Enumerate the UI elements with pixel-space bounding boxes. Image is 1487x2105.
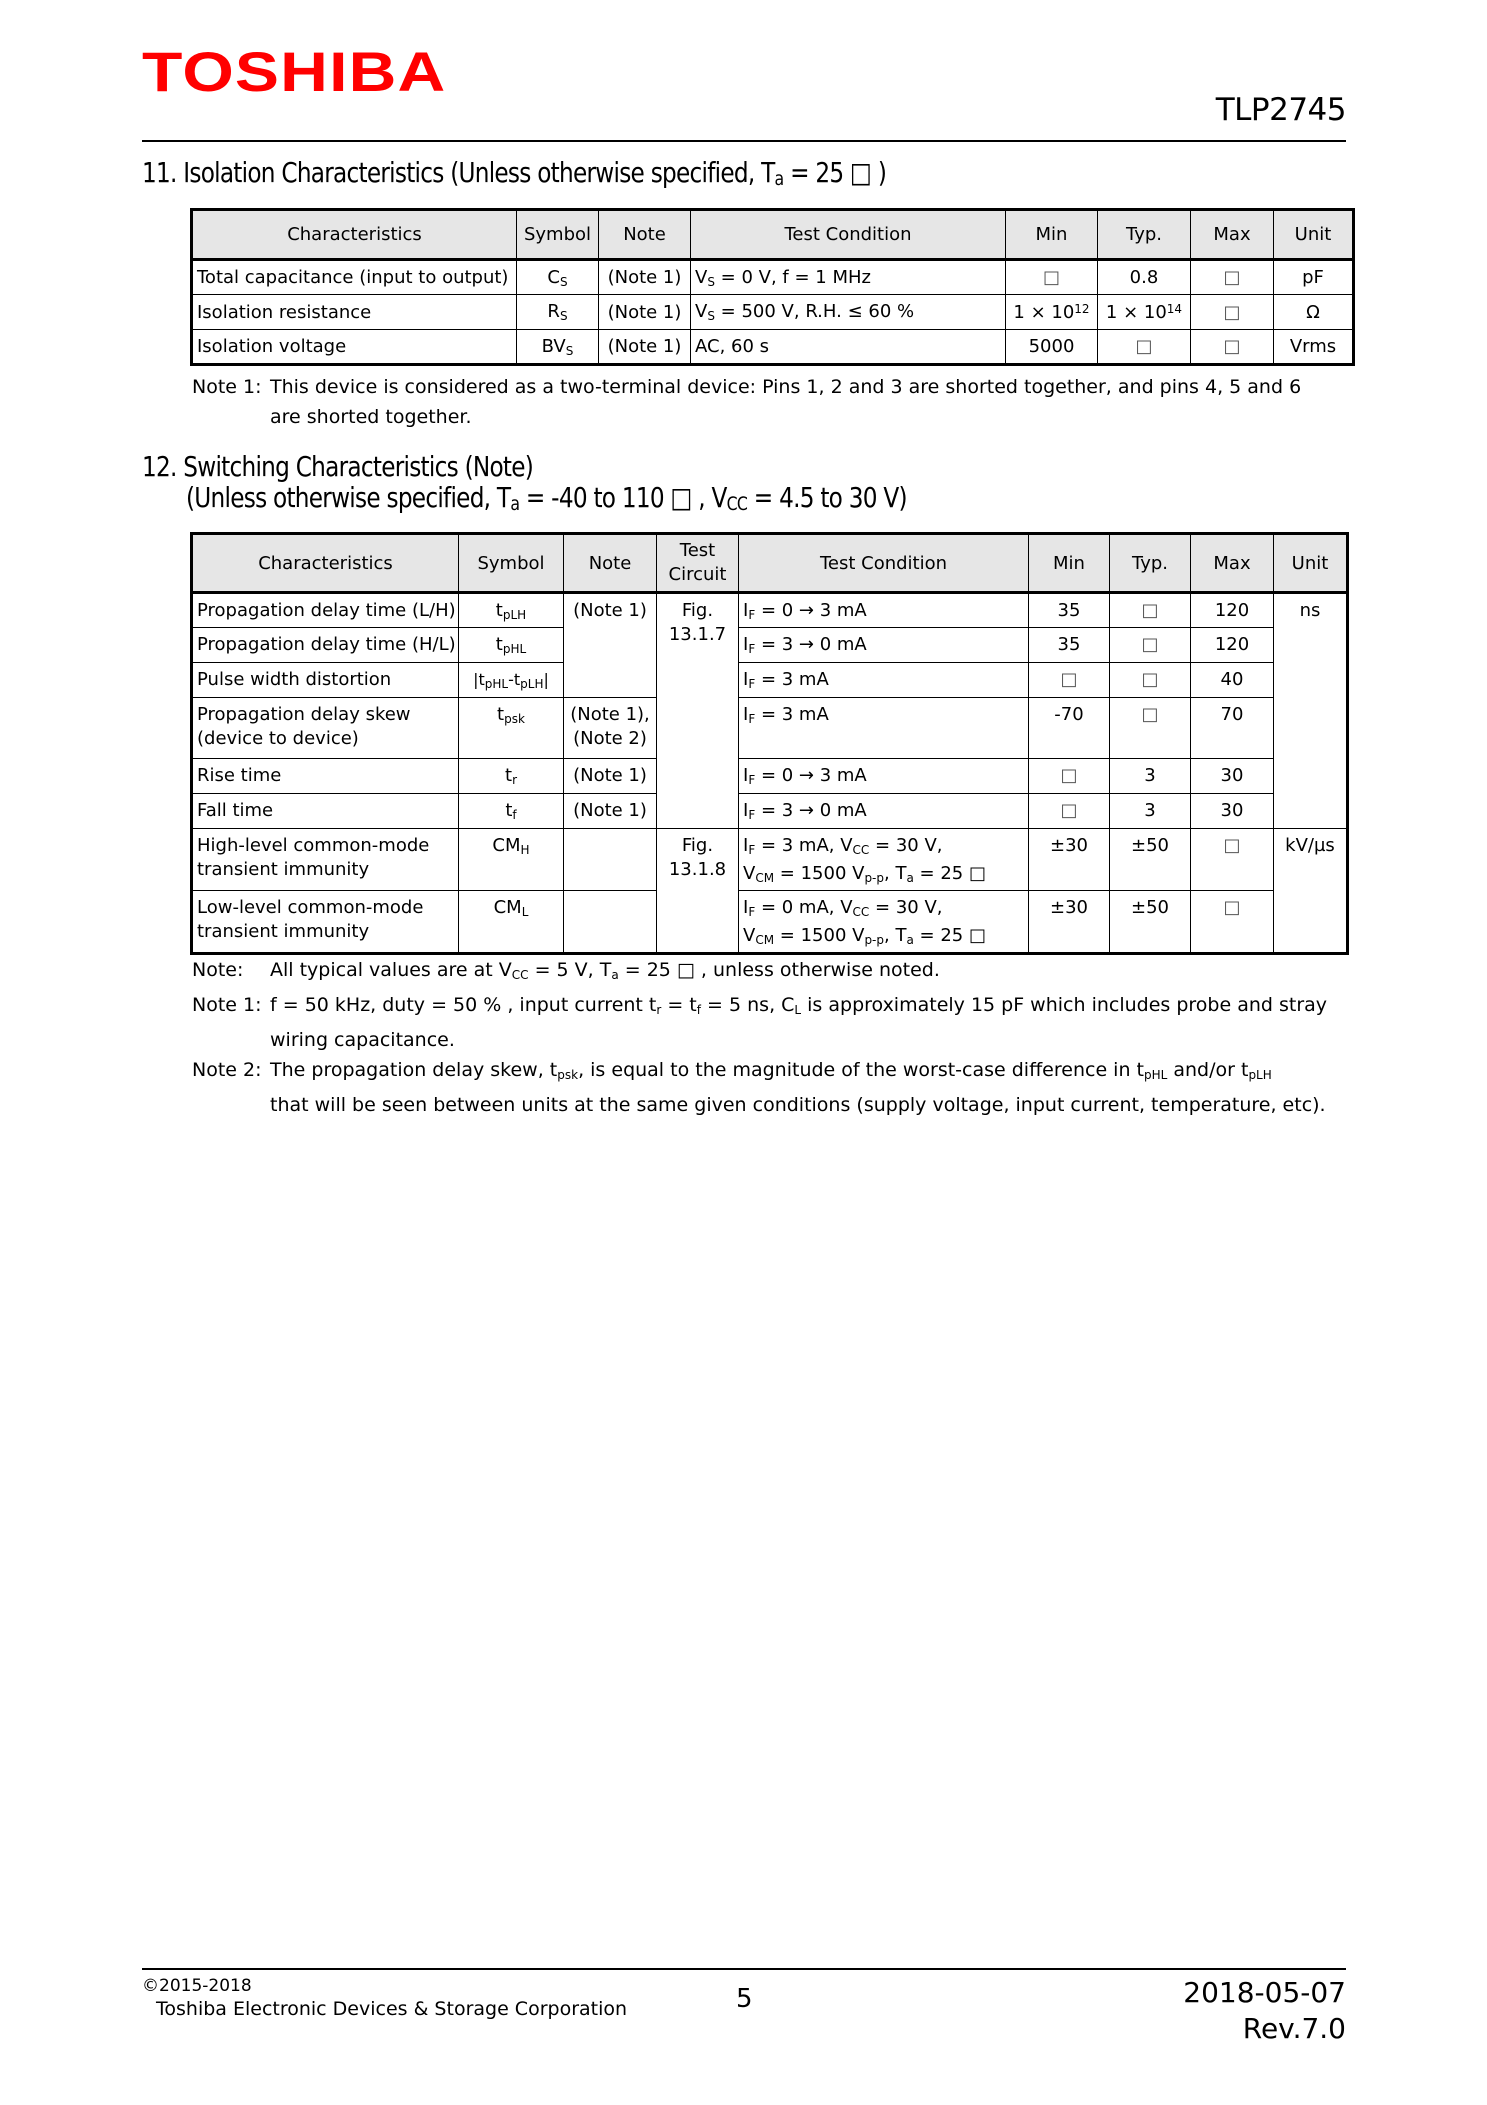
- subtitle-a: (Unless otherwise specified, T: [186, 481, 511, 514]
- section-11-title: [142, 156, 886, 190]
- condition: [739, 663, 1029, 698]
- typ: □: [1110, 663, 1191, 698]
- fig-label: Fig.: [681, 600, 714, 621]
- note: [564, 829, 657, 891]
- char-line2: transient immunity: [197, 859, 370, 880]
- t: The propagation delay skew, t: [270, 1059, 558, 1081]
- typ: □: [1110, 628, 1191, 663]
- cond-tail: = 0 → 3 mA: [755, 600, 867, 621]
- note-1: [192, 990, 1327, 1025]
- note: (Note 1): [599, 260, 691, 295]
- cond-l2-tail3: = 25 □: [913, 863, 986, 884]
- table-row: [192, 891, 1348, 954]
- subtitle-c: = 4.5 to 30 V): [747, 481, 907, 514]
- title-subscript: a: [774, 168, 784, 190]
- max: □: [1191, 330, 1274, 365]
- note-label: Note:: [192, 959, 244, 981]
- col-symbol: Symbol: [459, 534, 564, 593]
- col-test-condition: Test Condition: [691, 210, 1006, 260]
- char-line1: Low-level common-mode: [197, 897, 424, 918]
- col-max: Max: [1191, 210, 1274, 260]
- revision-date: 2018-05-07: [1183, 1976, 1346, 2009]
- cond-main: I: [743, 600, 749, 621]
- symbol-sub2: pLH: [520, 677, 544, 691]
- condition: [691, 260, 1006, 295]
- min-main: 1 × 10: [1013, 301, 1075, 323]
- characteristic: Isolation voltage: [192, 330, 517, 365]
- characteristic: Rise time: [192, 759, 459, 794]
- symbol: [459, 794, 564, 829]
- s: CC: [511, 968, 529, 982]
- min: 35: [1029, 593, 1110, 628]
- section-11-title-text: 11. Isolation Characteristics (Unless otherwise specified, T: [142, 156, 775, 189]
- t: is approximately 15 pF which includes probe and stray: [801, 994, 1328, 1016]
- col-min: Min: [1029, 534, 1110, 593]
- min: -70: [1029, 698, 1110, 759]
- cond-main: I: [743, 669, 749, 690]
- cond-sub: F: [748, 608, 756, 622]
- note: (Note 1): [564, 759, 657, 794]
- typ: □: [1098, 330, 1191, 365]
- page-number: 5: [736, 1984, 753, 2014]
- cond-l2: V: [743, 863, 756, 884]
- characteristic: Total capacitance (input to output): [192, 260, 517, 295]
- cond-sub2: CC: [852, 905, 870, 919]
- max: □: [1191, 829, 1274, 891]
- t: f = 50 kHz, duty = 50 % , input current t: [270, 994, 657, 1016]
- condition: [739, 628, 1029, 663]
- cond-tail2: = 30 V,: [869, 897, 943, 918]
- footer-rule: [142, 1968, 1346, 1970]
- cond-sub: F: [748, 677, 756, 691]
- max: 30: [1191, 794, 1274, 829]
- symbol: [459, 698, 564, 759]
- typ: ±50: [1110, 891, 1191, 954]
- cond-l2-sub3: a: [906, 933, 914, 947]
- table-row: [192, 698, 1348, 759]
- note-label: Note 2:: [192, 1059, 262, 1081]
- symbol-mid: -t: [508, 670, 521, 689]
- symbol-main: CM: [493, 897, 522, 918]
- symbol-sub: pLH: [502, 608, 527, 622]
- t: All typical values are at V: [270, 959, 512, 981]
- min: ±30: [1029, 891, 1110, 954]
- s: pHL: [1143, 1068, 1168, 1082]
- symbol: [459, 759, 564, 794]
- characteristic: [192, 829, 459, 891]
- typ-exp: 14: [1166, 301, 1183, 316]
- cond-sub: S: [707, 274, 715, 289]
- char-line1: High-level common-mode: [197, 835, 430, 856]
- typ: 0.8: [1098, 260, 1191, 295]
- note: [564, 698, 657, 759]
- col-characteristics: Characteristics: [192, 534, 459, 593]
- symbol: [517, 260, 599, 295]
- symbol-main: |t: [473, 670, 485, 689]
- title-tail: = 25 □ ): [783, 156, 887, 189]
- note-text-2: are shorted together.: [270, 406, 472, 428]
- symbol: [459, 593, 564, 628]
- col-test-circuit: [657, 534, 739, 593]
- col-note: Note: [599, 210, 691, 260]
- col-min: Min: [1006, 210, 1098, 260]
- min: □: [1006, 260, 1098, 295]
- cond-tail: = 0 mA, V: [755, 897, 853, 918]
- symbol-main: t: [505, 800, 513, 821]
- cond-main: I: [743, 704, 749, 725]
- col-unit: Unit: [1274, 534, 1348, 593]
- symbol-sub: S: [559, 274, 568, 289]
- max: 70: [1191, 698, 1274, 759]
- note: [564, 891, 657, 954]
- cond-l2-sub2: p-p: [864, 933, 885, 947]
- note: (Note 1): [599, 330, 691, 365]
- symbol-main: CM: [492, 835, 521, 856]
- note: (Note 1): [564, 794, 657, 829]
- isolation-table: [190, 208, 1355, 366]
- section-11-note-1: [192, 372, 1301, 432]
- max: □: [1191, 295, 1274, 330]
- symbol-main: t: [497, 704, 505, 725]
- symbol-main: t: [505, 765, 513, 786]
- max: 120: [1191, 593, 1274, 628]
- section-12-notes: [192, 955, 1327, 1120]
- min: 5000: [1006, 330, 1098, 365]
- note-2: [192, 1055, 1327, 1090]
- symbol-end: |: [543, 670, 549, 689]
- cond-l2-tail3: = 25 □: [913, 925, 986, 946]
- typ: [1098, 295, 1191, 330]
- col-test-circuit-top: Test: [679, 540, 716, 561]
- cond-l2-tail: = 1500 V: [774, 863, 865, 884]
- note-2-cont: [192, 1090, 1327, 1120]
- col-symbol: Symbol: [517, 210, 599, 260]
- s: L: [794, 1003, 802, 1017]
- cond-sub: F: [748, 712, 756, 726]
- unit: pF: [1274, 260, 1354, 295]
- characteristic: Propagation delay time (H/L): [192, 628, 459, 663]
- col-max: Max: [1191, 534, 1274, 593]
- symbol: [459, 891, 564, 954]
- s: a: [611, 968, 619, 982]
- cond-tail: = 3 → 0 mA: [755, 634, 867, 655]
- condition: [739, 593, 1029, 628]
- fig-number: 13.1.7: [668, 624, 727, 645]
- cond-tail2: = 30 V,: [869, 835, 943, 856]
- company-name: Toshiba Electronic Devices & Storage Corporation: [156, 1998, 628, 2020]
- s: pLH: [1248, 1068, 1272, 1082]
- note-line1: (Note 1),: [570, 704, 650, 725]
- table-row: [192, 759, 1348, 794]
- test-circuit: [657, 829, 739, 954]
- part-number: TLP2745: [1215, 92, 1346, 128]
- min: □: [1029, 663, 1110, 698]
- symbol-main: BV: [541, 335, 566, 357]
- max: 40: [1191, 663, 1274, 698]
- cond-tail: = 3 mA: [755, 669, 829, 690]
- cond-sub2: CC: [852, 843, 870, 857]
- s: psk: [557, 1068, 579, 1082]
- cond-sub: F: [748, 808, 756, 822]
- section-12-title: [142, 450, 533, 483]
- cond-l2-tail2: , T: [884, 863, 907, 884]
- max: □: [1191, 260, 1274, 295]
- subtitle-b: = -40 to 110 □ , V: [519, 481, 727, 514]
- cond-sub: F: [748, 773, 756, 787]
- symbol: [517, 330, 599, 365]
- note: (Note 1): [564, 593, 657, 698]
- cond-main: I: [743, 634, 749, 655]
- col-test-circuit-bottom: Circuit: [668, 564, 727, 585]
- t: , is equal to the magnitude of the worst-case difference in t: [578, 1059, 1144, 1081]
- cond-tail: = 3 mA, V: [755, 835, 853, 856]
- toshiba-logo: TOSHIBA: [142, 40, 447, 103]
- condition: [739, 759, 1029, 794]
- s: r: [656, 1003, 662, 1017]
- cond-main: V: [695, 301, 708, 322]
- typ: □: [1110, 698, 1191, 759]
- symbol-main: R: [547, 301, 560, 322]
- fig-number: 13.1.8: [668, 859, 727, 880]
- col-test-condition: Test Condition: [739, 534, 1029, 593]
- max: □: [1191, 891, 1274, 954]
- table-row: [192, 295, 1354, 330]
- typ: 3: [1110, 794, 1191, 829]
- unit: Vrms: [1274, 330, 1354, 365]
- unit: kV/µs: [1274, 829, 1348, 954]
- symbol: [459, 663, 564, 698]
- col-typ: Typ.: [1098, 210, 1191, 260]
- cond-main: I: [743, 765, 749, 786]
- min: ±30: [1029, 829, 1110, 891]
- symbol-sub: f: [512, 808, 517, 822]
- min: □: [1029, 794, 1110, 829]
- table-row: [192, 260, 1354, 295]
- typ-main: 1 × 10: [1105, 301, 1167, 323]
- cond-tail: = 0 V, f = 1 MHz: [714, 266, 871, 288]
- header-rule: [142, 140, 1346, 142]
- table-row: [192, 330, 1354, 365]
- note-line2: (Note 2): [573, 728, 647, 749]
- condition: [739, 891, 1029, 954]
- col-characteristics: Characteristics: [192, 210, 517, 260]
- symbol-sub: S: [559, 309, 568, 323]
- note-text: This device is considered as a two-terminal device: Pins 1, 2 and 3 are shorted together, and pins 4, 5 and 6: [270, 376, 1302, 398]
- max: 30: [1191, 759, 1274, 794]
- symbol: [459, 829, 564, 891]
- cond-sub: S: [707, 309, 715, 323]
- note-general: [192, 955, 1327, 990]
- col-unit: Unit: [1274, 210, 1354, 260]
- cond-tail: = 500 V, R.H. ≤ 60 %: [714, 301, 915, 322]
- condition: [739, 698, 1029, 759]
- symbol-sub: psk: [504, 712, 525, 726]
- cond-main: I: [743, 800, 749, 821]
- symbol-main: t: [495, 634, 503, 655]
- characteristic: Fall time: [192, 794, 459, 829]
- s: f: [696, 1003, 701, 1017]
- note-1-cont: [192, 1025, 1327, 1055]
- t: = 5 ns, C: [701, 994, 795, 1016]
- t: = 5 V, T: [528, 959, 612, 981]
- t: and/or t: [1167, 1059, 1249, 1081]
- char-line2: (device to device): [197, 728, 359, 749]
- symbol-main: t: [495, 600, 503, 621]
- cond-tail: = 3 mA: [755, 704, 829, 725]
- note: (Note 1): [599, 295, 691, 330]
- cond-l2-sub: CM: [755, 933, 775, 947]
- symbol: [459, 628, 564, 663]
- t: wiring capacitance.: [270, 1029, 455, 1051]
- t: that will be seen between units at the same given conditions (supply voltage, input current, temperature, etc).: [270, 1094, 1326, 1116]
- condition: [691, 295, 1006, 330]
- characteristic: Propagation delay time (L/H): [192, 593, 459, 628]
- characteristic: [192, 698, 459, 759]
- t: = 25 □ , unless otherwise noted.: [618, 959, 940, 981]
- cond-sub: F: [748, 642, 756, 656]
- cond-l2-sub2: p-p: [864, 871, 885, 885]
- note-label: Note 1:: [192, 994, 262, 1016]
- cond-l2-tail: = 1500 V: [774, 925, 865, 946]
- char-line2: transient immunity: [197, 921, 370, 942]
- unit: Ω: [1274, 295, 1354, 330]
- note-label: Note 1:: [192, 376, 262, 398]
- symbol-sub: pHL: [484, 677, 509, 691]
- characteristic: Isolation resistance: [192, 295, 517, 330]
- char-line1: Propagation delay skew: [197, 704, 411, 725]
- section-12-title-line1: 12. Switching Characteristics (Note): [142, 450, 534, 483]
- min: 35: [1029, 628, 1110, 663]
- cond-l2-tail2: , T: [884, 925, 907, 946]
- typ: ±50: [1110, 829, 1191, 891]
- switching-table: [190, 532, 1349, 955]
- max: 120: [1191, 628, 1274, 663]
- min: [1006, 295, 1098, 330]
- t: = t: [661, 994, 697, 1016]
- condition: AC, 60 s: [691, 330, 1006, 365]
- symbol-sub: S: [565, 343, 574, 358]
- cond-sub: F: [748, 905, 756, 919]
- unit: ns: [1274, 593, 1348, 829]
- subtitle-sub2: CC: [726, 493, 748, 515]
- table-header-row: [192, 534, 1348, 593]
- cond-main: I: [743, 835, 749, 856]
- typ: 3: [1110, 759, 1191, 794]
- symbol: [517, 295, 599, 330]
- cond-l2-sub: CM: [755, 871, 775, 885]
- revision-number: Rev.7.0: [1242, 2012, 1346, 2045]
- table-row: [192, 794, 1348, 829]
- table-row: [192, 829, 1348, 891]
- min: □: [1029, 759, 1110, 794]
- subtitle-sub: a: [510, 493, 520, 515]
- section-12-subtitle: [186, 481, 907, 515]
- min-exp: 12: [1074, 301, 1090, 316]
- test-circuit: [657, 593, 739, 829]
- copyright: ©2015-2018: [142, 1976, 252, 1996]
- cond-tail: = 0 → 3 mA: [755, 765, 867, 786]
- condition: [739, 794, 1029, 829]
- fig-label: Fig.: [681, 835, 714, 856]
- col-note: Note: [564, 534, 657, 593]
- symbol-main: C: [547, 266, 560, 288]
- cond-main: V: [695, 266, 708, 288]
- symbol-sub: L: [521, 905, 529, 919]
- cond-main: I: [743, 897, 749, 918]
- table-row: [192, 593, 1348, 628]
- cond-l2: V: [743, 925, 756, 946]
- characteristic: Pulse width distortion: [192, 663, 459, 698]
- col-typ: Typ.: [1110, 534, 1191, 593]
- table-header-row: [192, 210, 1354, 260]
- condition: [739, 829, 1029, 891]
- symbol-sub: r: [512, 773, 517, 787]
- symbol-sub: pHL: [502, 642, 527, 656]
- symbol-sub: H: [520, 843, 530, 857]
- cond-l2-sub3: a: [906, 871, 914, 885]
- typ: □: [1110, 593, 1191, 628]
- cond-sub: F: [748, 843, 756, 857]
- cond-tail: = 3 → 0 mA: [755, 800, 867, 821]
- characteristic: [192, 891, 459, 954]
- table-row: [192, 663, 1348, 698]
- table-row: [192, 628, 1348, 663]
